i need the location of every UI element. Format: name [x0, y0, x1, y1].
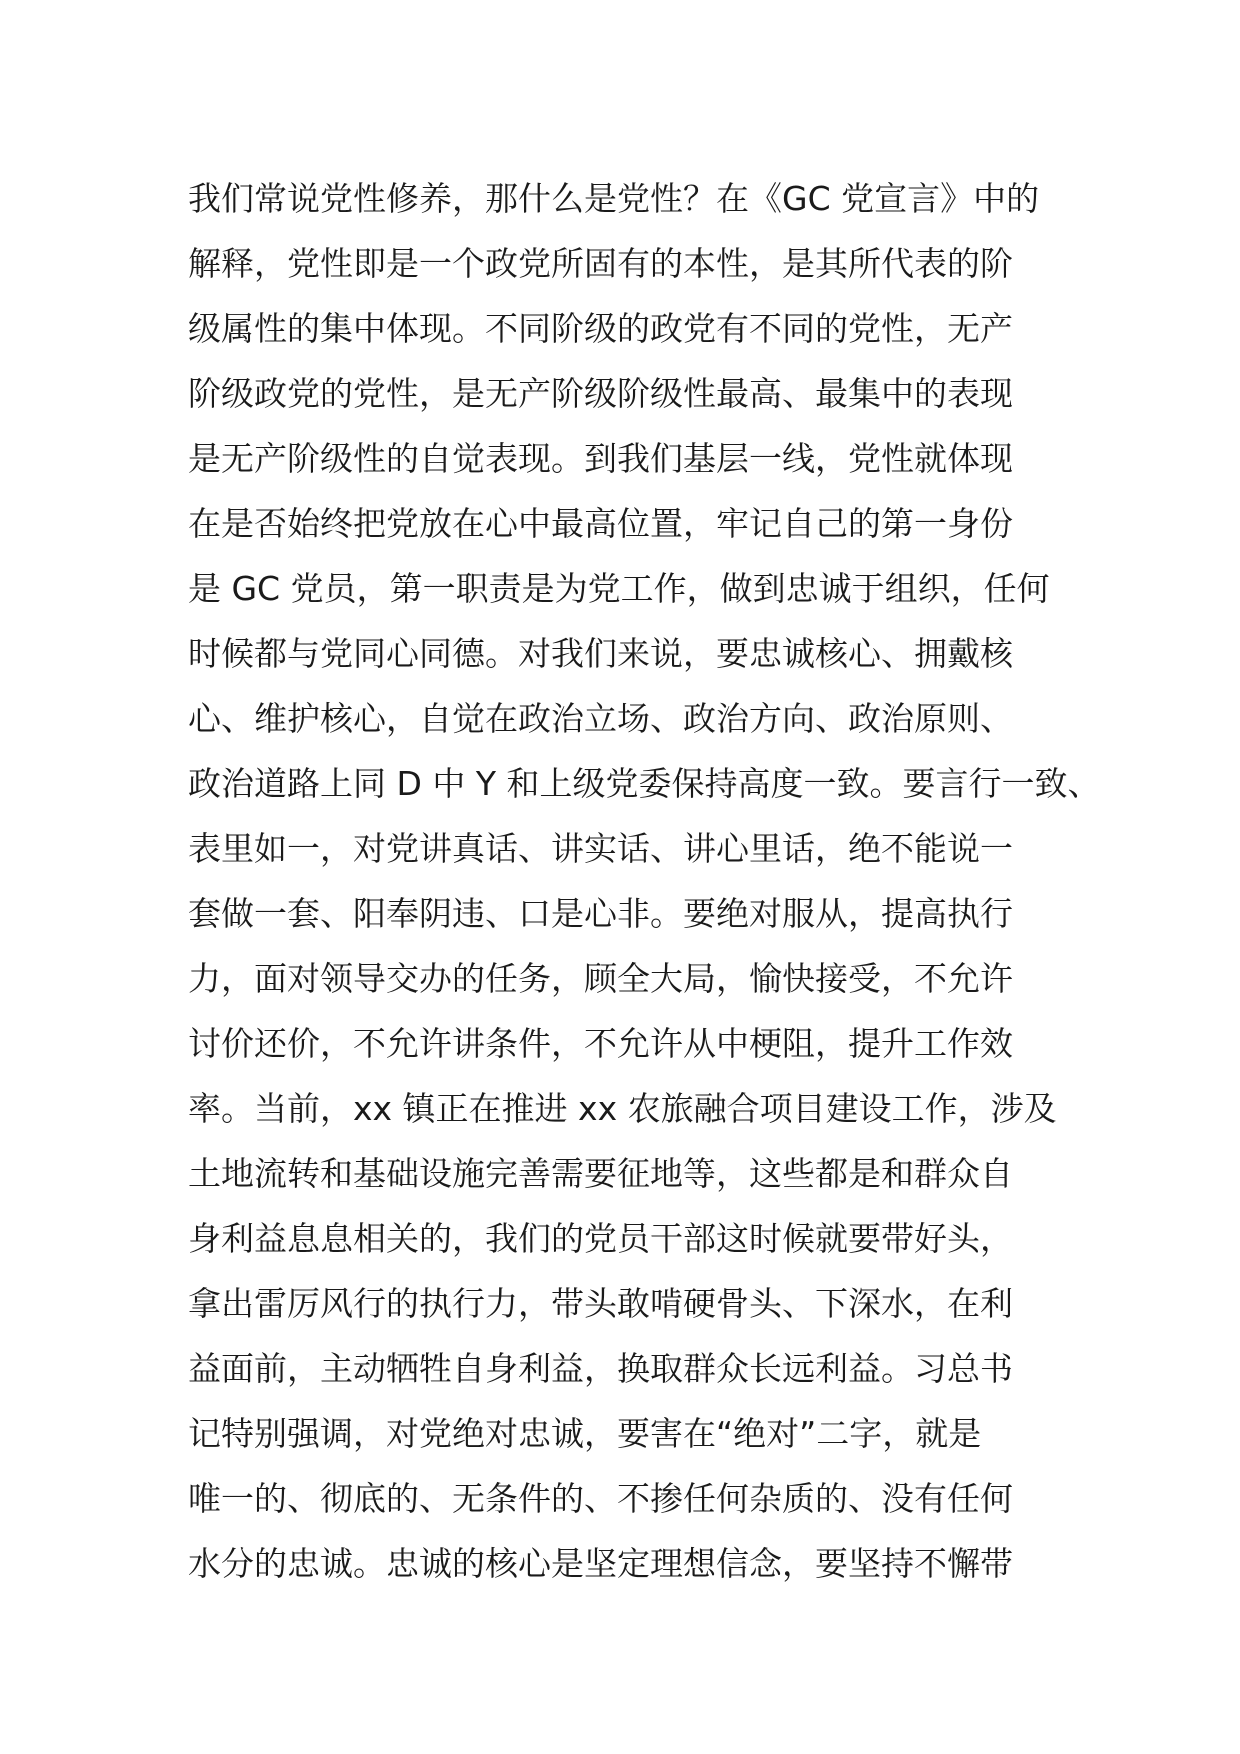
body-paragraph: [188, 166, 1101, 1596]
text-line: 拿出雷厉风行的执行力，带头敢啃硬骨头、下深水，在利: [188, 1284, 1013, 1323]
text-line: 在是否始终把党放在心中最高位置，牢记自己的第一身份: [188, 504, 1013, 543]
text-line: 我们常说党性修养，那什么是党性？在《GC 党宣言》中的: [188, 179, 1040, 218]
text-line: 讨价还价，不允许讲条件，不允许从中梗阻，提升工作效: [188, 1024, 1013, 1063]
text-line: 记特别强调，对党绝对忠诚，要害在“绝对”二字，就是: [188, 1414, 982, 1453]
text-line: 是无产阶级性的自觉表现。到我们基层一线，党性就体现: [188, 439, 1013, 478]
text-line: 率。当前，xx 镇正在推进 xx 农旅融合项目建设工作，涉及: [188, 1089, 1057, 1128]
text-line: 唯一的、彻底的、无条件的、不掺任何杂质的、没有任何: [188, 1479, 1013, 1518]
text-line: 级属性的集中体现。不同阶级的政党有不同的党性，无产: [188, 309, 1013, 348]
text-line: 解释，党性即是一个政党所固有的本性，是其所代表的阶: [188, 244, 1013, 283]
text-line: 政治道路上同 D 中 Y 和上级党委保持高度一致。要言行一致、: [188, 764, 1101, 803]
text-line: 土地流转和基础设施完善需要征地等，这些都是和群众自: [188, 1154, 1013, 1193]
text-line: 水分的忠诚。忠诚的核心是坚定理想信念，要坚持不懈带: [188, 1544, 1013, 1583]
text-line: 表里如一，对党讲真话、讲实话、讲心里话，绝不能说一: [188, 829, 1013, 868]
text-line: 是 GC 党员，第一职责是为党工作，做到忠诚于组织，任何: [188, 569, 1050, 608]
text-line: 阶级政党的党性，是无产阶级阶级性最高、最集中的表现: [188, 374, 1013, 413]
text-line: 益面前，主动牺牲自身利益，换取群众长远利益。习总书: [188, 1349, 1013, 1388]
text-line: 心、维护核心，自觉在政治立场、政治方向、政治原则、: [188, 699, 1013, 738]
text-line: 力，面对领导交办的任务，顾全大局，愉快接受，不允许: [188, 959, 1013, 998]
text-line: 套做一套、阳奉阴违、口是心非。要绝对服从，提高执行: [188, 894, 1013, 933]
text-line: 身利益息息相关的，我们的党员干部这时候就要带好头，: [188, 1219, 1013, 1258]
text-line: 时候都与党同心同德。对我们来说，要忠诚核心、拥戴核: [188, 634, 1013, 673]
